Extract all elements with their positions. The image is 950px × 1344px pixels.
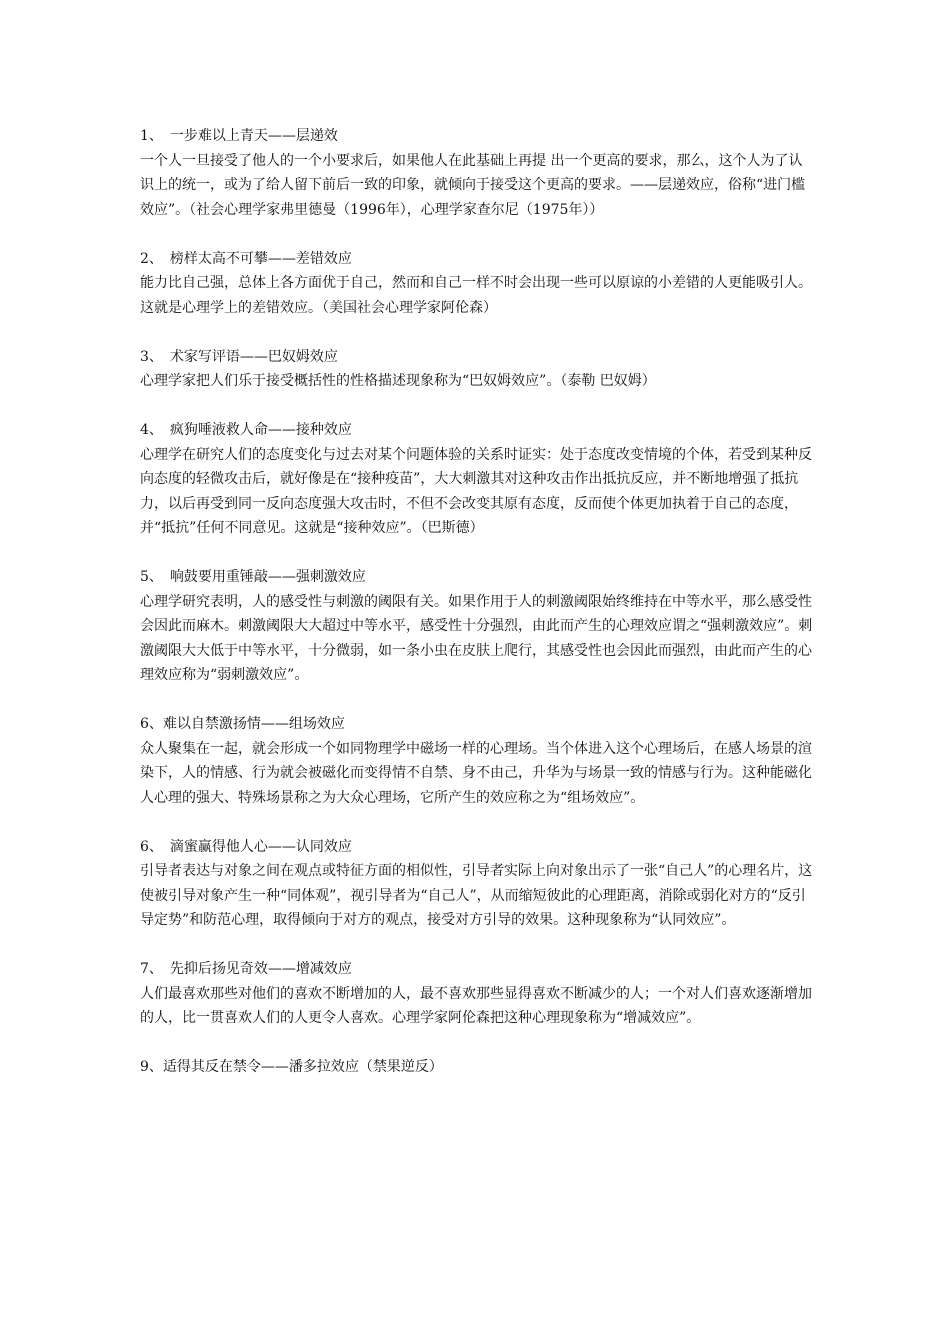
- section-6: [140, 712, 815, 810]
- section-body: 心理学在研究人们的态度变化与过去对某个问题体验的关系时证实：处于态度改变情境的个体，若受到某种反向态度的轻微攻击后，就好像是在“接种疫苗”，大大刺激其对这种攻击作出抵抗反应，并不断地增强了抵抗力，以后再受到同一反向态度强大攻击时，不但不会改变其原有态度，反而使个体更加执着于自己的态度，并“抵抗”任何不同意见。这就是“接种效应”。（巴斯德）: [140, 446, 812, 536]
- section-body: 众人聚集在一起，就会形成一个如同物理学中磁场一样的心理场。当个体进入这个心理场后，在感人场景的渲染下，人的情感、行为就会被磁化而变得情不自禁、身不由己，升华为与场景一致的情感与行为。这种能磁化人心理的强大、特殊场景称之为大众心理场，它所产生的效应称之为“组场效应”。: [140, 740, 812, 806]
- section-heading: 4、 疯狗唾液救人命——接种效应: [140, 422, 352, 438]
- section-4: [140, 418, 815, 541]
- section-3: [140, 345, 815, 394]
- section-body: 一个人一旦接受了他人的一个小要求后，如果他人在此基础上再提 出一个更高的要求，那么，这个人为了认识上的统一，或为了给人留下前后一致的印象，就倾向于接受这个更高的要求。——层递效应，俗称“进门槛效应”。（社会心理学家弗里德曼（1996年），心理学家查尔尼（1975年））: [140, 152, 806, 218]
- section-heading: 5、 响鼓要用重锤敲——强刺激效应: [140, 569, 366, 585]
- section-heading: 6、难以自禁激扬情——组场效应: [140, 716, 345, 732]
- section-body: 能力比自己强，总体上各方面优于自己，然而和自己一样不时会出现一些可以原谅的小差错的人更能吸引人。这就是心理学上的差错效应。（美国社会心理学家阿伦森）: [140, 275, 812, 316]
- section-heading: 2、 榜样太高不可攀——差错效应: [140, 250, 352, 267]
- section-body: 人们最喜欢那些对他们的喜欢不断增加的人，最不喜欢那些显得喜欢不断减少的人；一个对人们喜欢逐渐增加的人，比一贯喜欢人们的人更令人喜欢。心理学家阿伦森把这种心理现象称为“增减效应”。: [140, 985, 812, 1026]
- section-body: 心理学研究表明，人的感受性与刺激的阈限有关。如果作用于人的刺激阈限始终维持在中等水平，那么感受性会因此而麻木。刺激阈限大大超过中等水平，感受性十分强烈，由此而产生的心理效应谓之“强刺激效应”。刺激阈限大大低于中等水平，十分微弱，如一条小虫在皮肤上爬行，其感受性也会因此而强烈，由此而产生的心理效应称为“弱刺激效应”。: [140, 593, 813, 683]
- section-heading: 9、适得其反在禁令——潘多拉效应（禁果逆反）: [140, 1059, 443, 1075]
- section-5: [140, 565, 815, 688]
- section-body: 心理学家把人们乐于接受概括性的性格描述现象称为“巴奴姆效应”。（泰勒 巴奴姆）: [140, 373, 656, 389]
- section-heading: 7、 先抑后扬见奇效——增减效应: [140, 961, 352, 977]
- section-2: [140, 247, 815, 321]
- section-7: [140, 835, 815, 933]
- section-heading: 6、 滴蜜赢得他人心——认同效应: [140, 838, 352, 855]
- section-heading: 3、 术家写评语——巴奴姆效应: [140, 348, 338, 365]
- section-8: [140, 957, 815, 1031]
- document-content: [140, 124, 815, 1104]
- section-1: [140, 124, 815, 222]
- section-heading: 1、 一步难以上青天——层递效: [140, 128, 338, 144]
- section-body: 引导者表达与对象之间在观点或特征方面的相似性，引导者实际上向对象出示了一张“自己人”的心理名片，这使被引导对象产生一种“同体观”，视引导者为“自己人”，从而缩短彼此的心理距离，消除或弱化对方的“反引导定势”和防范心理，取得倾向于对方的观点，接受对方引导的效果。这种现象称为“认同效应”。: [140, 863, 813, 928]
- section-9: [140, 1055, 815, 1080]
